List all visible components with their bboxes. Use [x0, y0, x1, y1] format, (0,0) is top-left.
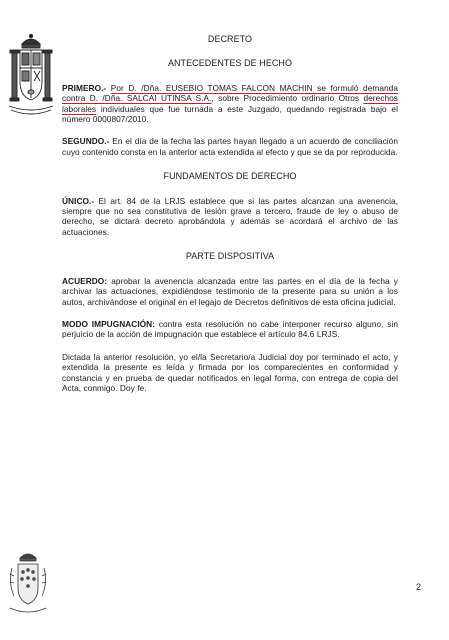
paragraph-unico [62, 196, 398, 238]
paragraph-text: individuales que fue turnada a este Juzgado, quedando registrada bajo el número 0000807/2010. [62, 103, 398, 125]
spain-coat-of-arms-icon [8, 30, 54, 122]
paragraph-lead: ACUERDO: [62, 275, 108, 286]
paragraph-text: contra esta resolución no cabe interponer recurso alguno, sin perjuicio de la acción de impugnación que establece el artículo 84.6 LRJS. [62, 318, 398, 340]
section-heading-antecedentes: ANTECEDENTES DE HECHO [167, 58, 293, 69]
paragraph-lead: PRIMERO.- [62, 82, 107, 93]
paragraph-primero [62, 83, 398, 125]
paragraph-closing: Dictada la anterior resolución, yo el/la Secretario/a Judicial doy por terminado el acto, y extendida la presente es leída y firmada por los comparecientes en conformidad y constancia y en prueba de quedar notificados en legal forma, con entrega de copia del Acta, conmigo. Doy fe. [62, 351, 398, 393]
section-heading-fundamentos: FUNDAMENTOS DE DERECHO [163, 171, 297, 182]
paragraph-lead: ÚNICO.- [62, 195, 95, 206]
paragraph-segundo [62, 136, 398, 157]
paragraph-lead: MODO IMPUGNACIÓN: [62, 318, 156, 329]
paragraph-text: En el día de la fecha las partes hayan llegado a un acuerdo de conciliación cuyo contenido consta en la anterior acta extendida al efecto y que se da por reproducida. [62, 136, 398, 157]
paragraph-text: , sobre Procedimiento ordinario Otros [211, 93, 364, 104]
paragraph-lead: SEGUNDO.- [62, 136, 110, 147]
section-heading-parte-dispositiva: PARTE DISPOSITIVA [185, 251, 275, 262]
underlined-derechos: derechos laborales [62, 93, 398, 114]
canarias-coat-of-arms-icon [6, 548, 50, 618]
underlined-parties: Por D. /Dña. EUSEBIO TOMAS FALCON MACHIN se formuló demanda contra D. /Dña. SALCAI UTINSA S.A. [62, 82, 398, 104]
paragraph-text: aprobar la avenencia alcanzada entre las partes en el día de la fecha y archivar las actuaciones, expidiéndose testimonio de la presente para su unión a los autos, archivándose el original en el legajo de Decretos definitivos de esta oficina judicial. [62, 275, 398, 307]
paragraph-acuerdo [62, 276, 398, 307]
document-title: DECRETO [207, 34, 253, 44]
paragraph-text: El art. 84 de la LRJS establece que si las partes alcanzan una avenencia, siempre que no sea constitutiva de lesión grave a tercero, fraude de ley o abuso de derecho, se dictará decreto aprobándola y además se acordará el archivo de las actuaciones. [62, 195, 398, 237]
page-number: 2 [416, 582, 422, 592]
paragraph-impugnacion [62, 319, 398, 340]
document-body [62, 34, 398, 405]
